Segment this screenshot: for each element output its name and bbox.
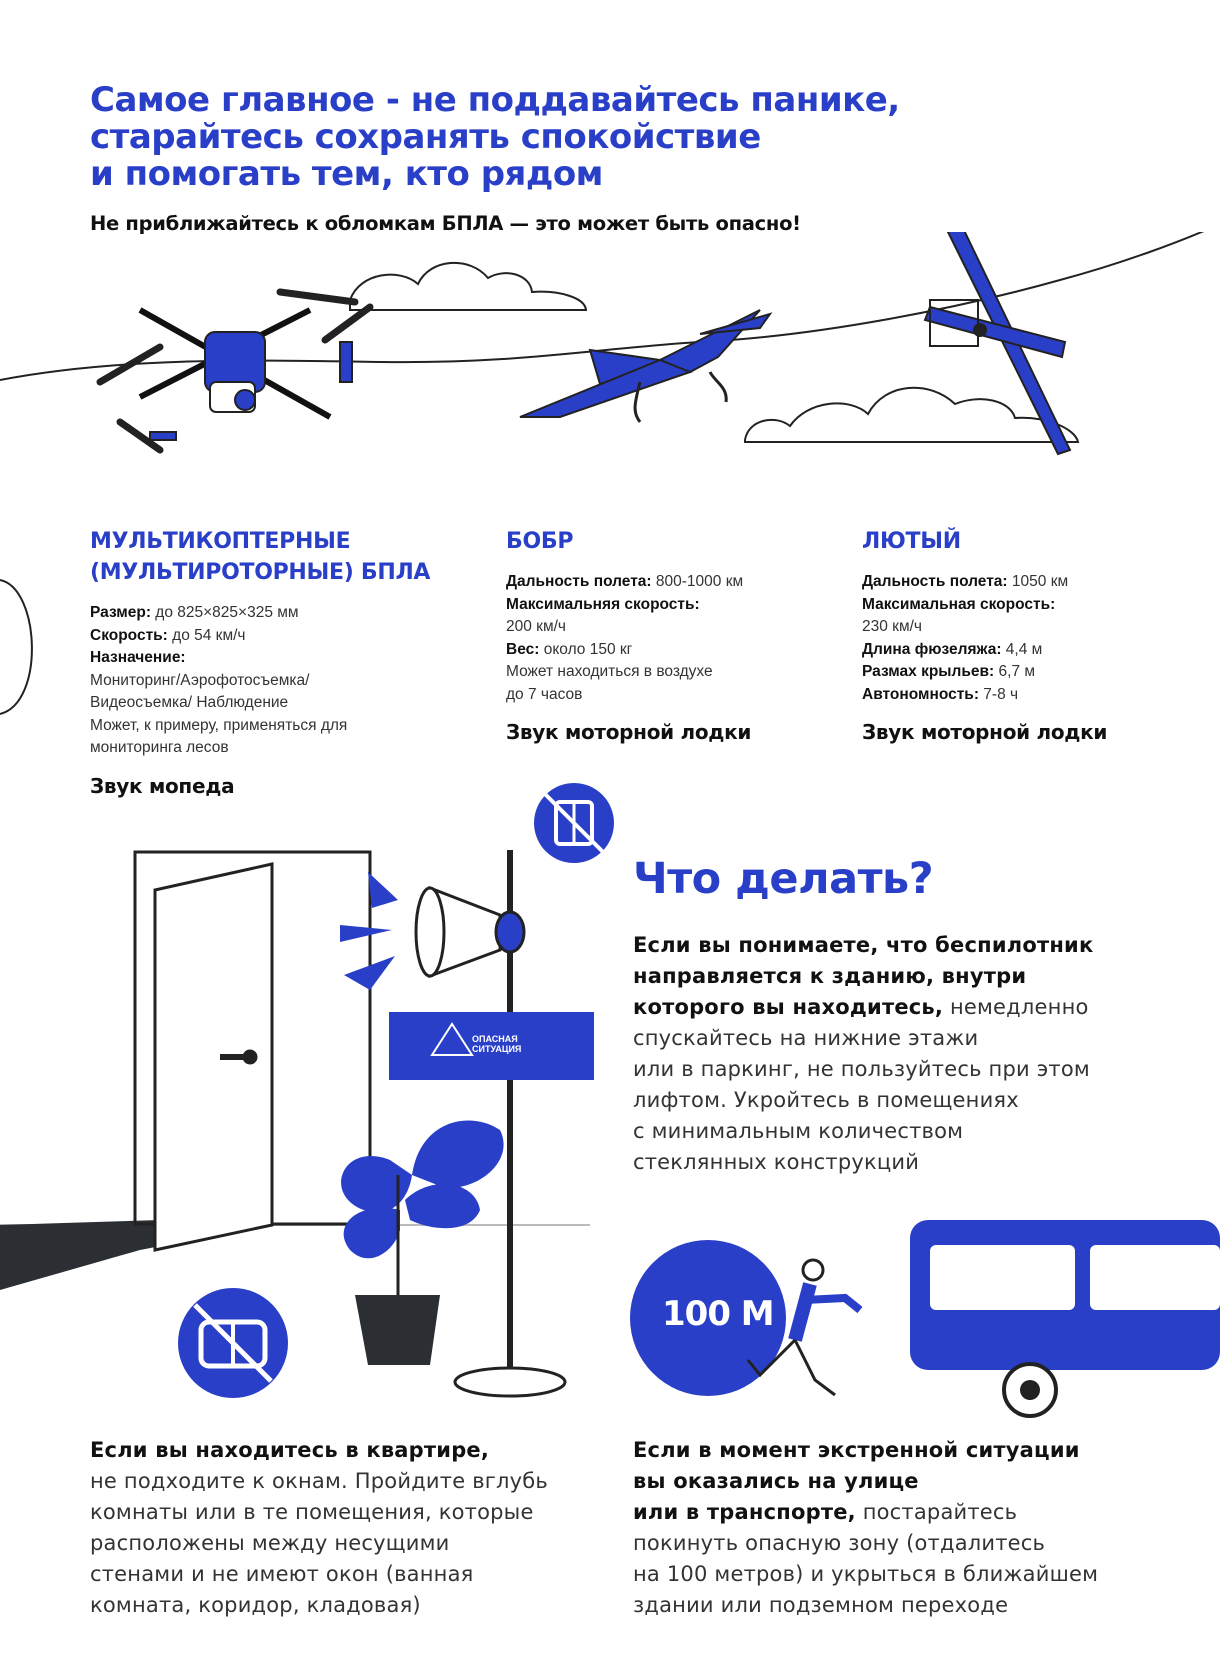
- drone-title: ЛЮТЫЙ: [862, 529, 961, 554]
- multicopter-drone-icon: [100, 292, 370, 450]
- drone-specs: Дальность полета: 800-1000 км Максимальняя скорость: 200 км/ч Вес: около 150 кг Может находиться в воздухе до 7 часов: [506, 573, 744, 703]
- drone-sound: Звук моторной лодки: [506, 720, 752, 744]
- drone-specs: Дальность полета: 1050 км Максимальная скорость: 230 км/ч Длина фюзеляжа: 4,4 м Размах крыльев: 6,7 м Автономность: 7-8 ч: [862, 573, 1069, 703]
- drone-title: БОБР: [506, 529, 574, 554]
- apartment-advice: Если вы находитесь в квартире, не подходите к окнам. Пройдите вглубь комнаты или в те помещения, которые расположены между несущими стенами и не имеют окон (ванная комната, коридор, кладовая): [90, 1438, 548, 1617]
- no-elevator-icon: [533, 782, 615, 864]
- no-windows-icon: [177, 1287, 289, 1399]
- loudspeaker-icon: [340, 872, 524, 990]
- lyutyi-drone-icon: [925, 232, 1070, 454]
- headline-line-2: старайтесь сохранять спокойствие: [90, 117, 761, 157]
- headline-line-1: Самое главное - не поддавайтесь панике,: [90, 80, 900, 120]
- headline-line-3: и помогать тем, кто рядом: [90, 154, 603, 194]
- drone-sound: Звук моторной лодки: [862, 720, 1108, 744]
- what-to-do-title: Что делать?: [633, 854, 934, 904]
- edge-arc-decoration: [0, 578, 40, 718]
- drones-illustration: [0, 232, 1220, 502]
- drone-specs: Размер: до 825×825×325 мм Скорость: до 54 км/ч Назначение: Мониторинг/Аэрофотосъемка/ Видеосъемка/ Наблюдение Может, к примеру, применяться для мониторинга лесов: [90, 604, 348, 756]
- headline: [90, 82, 1090, 193]
- distance-badge-label: 100 М: [662, 1294, 774, 1334]
- what-to-do-text: Если вы понимаете, что беспилотник направляется к зданию, внутри которого вы находитесь, немедленно спускайтесь на нижние этажи или в паркинг, не пользуйтесь при этом лифтом. Укройтесь в помещениях с минимальным количеством стеклянных конструкций: [633, 933, 1094, 1174]
- indoor-illustration: [0, 780, 600, 1420]
- street-advice: Если в момент экстренной ситуации вы оказались на улице или в транспорте, постарайтесь покинуть опасную зону (отдалитесь на 100 метров) и укрыться в ближайшем здании или подземном переходе: [633, 1438, 1099, 1617]
- danger-sign-text: ОПАСНАЯ СИТУАЦИЯ: [472, 1034, 522, 1054]
- bobr-drone-icon: [520, 310, 770, 422]
- door-icon: [135, 852, 370, 1250]
- drone-title: МУЛЬТИКОПТЕРНЫЕ (МУЛЬТИРОТОРНЫЕ) БПЛА: [90, 529, 431, 585]
- plant-icon: [341, 1120, 504, 1365]
- drone-card-multicopter: [90, 526, 490, 798]
- bus-icon: [910, 1220, 1220, 1416]
- drone-sound: Звук мопеда: [90, 773, 235, 798]
- drone-card-bobr: [506, 526, 836, 744]
- debris-warning: Не приближайтесь к обломкам БПЛА — это может быть опасно!: [90, 212, 801, 235]
- drone-card-lyutyi: [862, 526, 1202, 744]
